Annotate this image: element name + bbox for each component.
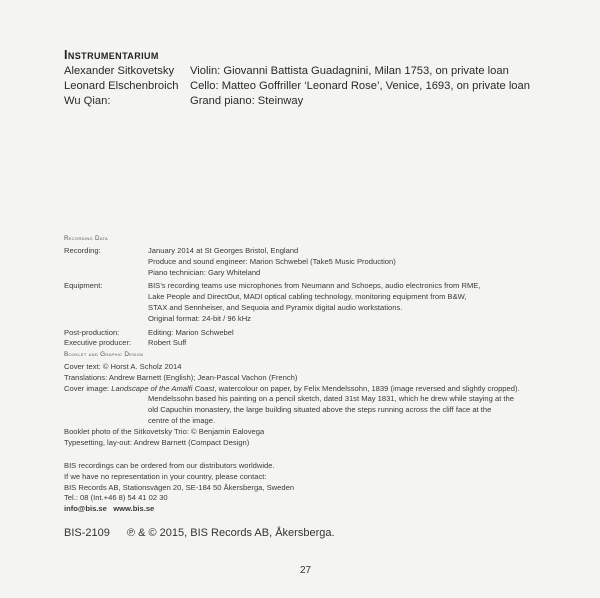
- instrument-description: Grand piano: Steinway: [190, 95, 304, 107]
- recording-line: Piano technician: Gary Whiteland: [148, 267, 261, 277]
- instrumentarium-title: Instrumentarium: [64, 48, 159, 62]
- ordering-line: BIS recordings can be ordered from our distributors worldwide.: [64, 461, 275, 470]
- ordering-line: If we have no representation in your country, please contact:: [64, 471, 267, 481]
- equipment-row: [64, 281, 554, 324]
- cover-image-credit: Cover image: Landscape of the Amalfi Coast, watercolour on paper, by Felix Mendelssohn, 1839 (image reversed and slightly cropped).: [64, 383, 520, 393]
- performer-name: Alexander Sitkovetsky: [64, 65, 175, 77]
- recording-data-heading: Recording Data: [64, 235, 108, 242]
- catalogue-footer: [64, 527, 335, 539]
- design-section: [64, 362, 564, 448]
- design-heading: Booklet and Graphic Design: [64, 351, 144, 358]
- cover-image-title: Landscape of the Amalfi Coast: [111, 383, 215, 393]
- copyright-notice: ℗ & © 2015, BIS Records AB, Åkersberga.: [126, 527, 335, 539]
- recording-line: Produce and sound engineer: Marion Schwebel (Take5 Music Production): [148, 256, 396, 266]
- ordering-line: Tel.: 08 (Int.+46 8) 54 41 02 30: [64, 493, 168, 503]
- website-address: www.bis.se: [113, 504, 155, 514]
- typesetting-credit: Typesetting, lay-out: Andrew Barnett (Compact Design): [64, 437, 250, 447]
- executive-producer-value: Robert Suff: [148, 338, 187, 348]
- instrument-description: Cello: Matteo Goffriller ‘Leonard Rose’, Venice, 1693, on private loan: [190, 80, 530, 92]
- recording-row: [64, 246, 554, 278]
- cover-text-credit: Cover text: © Horst A. Scholz 2014: [64, 362, 182, 371]
- instrumentarium-section: [64, 48, 564, 109]
- instrumentarium-row: [64, 64, 564, 79]
- instrumentarium-row: [64, 79, 564, 94]
- equipment-line: STAX and Sennheiser, and Sequoia and Pyramix digital audio workstations.: [148, 302, 403, 312]
- recording-data-section: [64, 246, 554, 349]
- performer-name: Leonard Elschenbroich: [64, 80, 179, 92]
- post-production-row: [64, 328, 554, 339]
- post-production-label: Post-production:: [64, 327, 120, 337]
- recording-label: Recording:: [64, 246, 101, 255]
- equipment-line: Lake People and DirectOut, MADI optical cabling technology, monitoring equipment from B&W,: [148, 292, 467, 302]
- ordering-section: [64, 461, 544, 515]
- booklet-photo-credit: Booklet photo of the Sitkovetsky Trio: © Benjamin Ealovega: [64, 426, 265, 436]
- email-address: info@bis.se: [64, 504, 107, 514]
- performer-name: Wu Qian:: [64, 95, 111, 107]
- equipment-label: Equipment:: [64, 281, 103, 291]
- cover-image-note: centre of the image.: [148, 415, 216, 425]
- catalogue-number: BIS-2109: [64, 527, 110, 539]
- equipment-line: BIS’s recording teams use microphones from Neumann and Schoeps, audio electronics from RME,: [148, 281, 481, 291]
- translations-credit: Translations: Andrew Barnett (English); Jean-Pascal Vachon (French): [64, 372, 298, 382]
- recording-line: January 2014 at St Georges Bristol, England: [148, 246, 299, 255]
- ordering-line: BIS Records AB, Stationsvägen 20, SE-184 50 Åkersberga, Sweden: [64, 482, 295, 492]
- executive-producer-label: Executive producer:: [64, 338, 132, 348]
- instrument-description: Violin: Giovanni Battista Guadagnini, Milan 1753, on private loan: [190, 65, 509, 77]
- instrumentarium-row: [64, 94, 564, 109]
- cover-image-note: old Capuchin monastery, the large building situated above the steps running across the cliff face at the: [148, 405, 492, 415]
- contact-line: [64, 504, 544, 515]
- cover-image-note: Mendelssohn based his painting on a pencil sketch, dated 31st May 1831, which he drew while staying at the: [148, 394, 514, 404]
- equipment-line: Original format: 24-bit / 96 kHz: [148, 313, 251, 323]
- page-number: 27: [300, 565, 312, 576]
- post-production-value: Editing: Marion Schwebel: [148, 327, 234, 337]
- executive-producer-row: [64, 338, 554, 349]
